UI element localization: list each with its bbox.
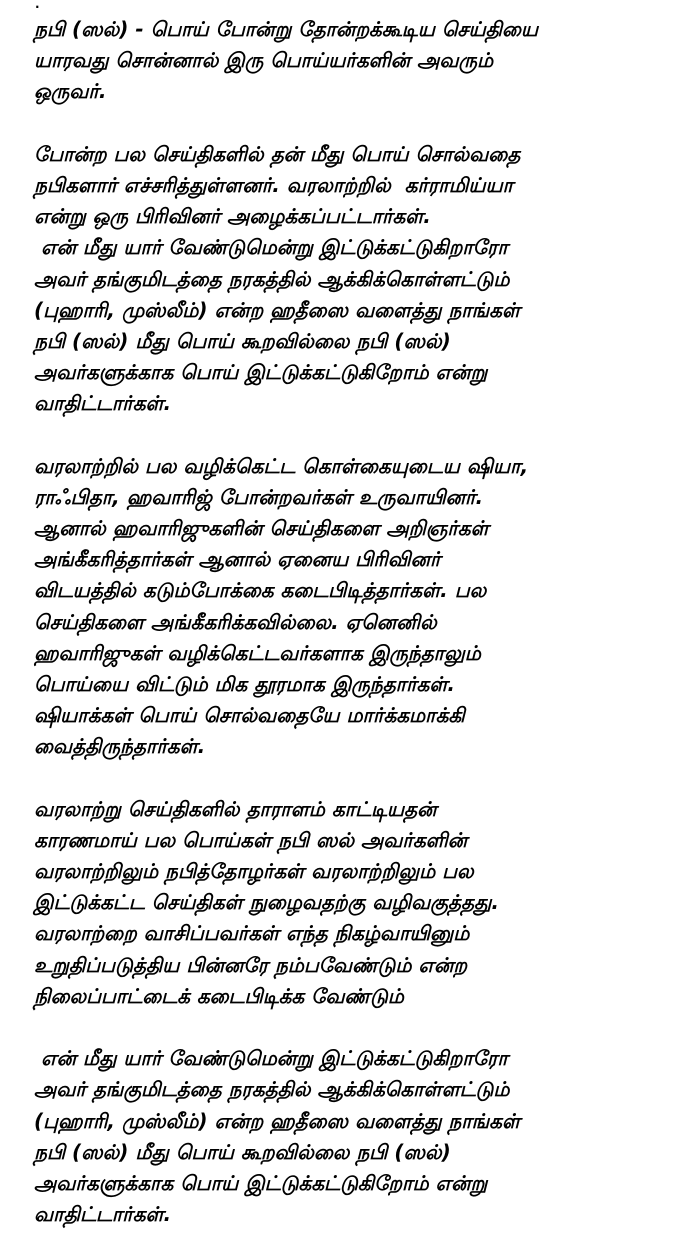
paragraph-gap <box>34 763 684 794</box>
text-line: அவர்களுக்காக பொய் இட்டுக்கட்டுகிறோம் என்று <box>34 1170 488 1195</box>
text-line: ஆனால் ஹவாரிஜுகளின் செய்திகளை அறிஞர்கள் <box>34 516 489 540</box>
top-mark: . <box>35 0 40 11</box>
text-line: ஷியாக்கள் பொய் சொல்வதையே மார்க்கமாக்கி <box>34 703 465 728</box>
paragraph-5 <box>34 1043 684 1230</box>
text-line: வாதிட்டார்கள். <box>34 391 172 416</box>
text-line: என் மீது யார் வேண்டுமென்று இட்டுக்கட்டுகிறாரோ <box>34 1046 508 1071</box>
text-line: போன்ற பல செய்திகளில் தன் மீது பொய் சொல்வதை <box>34 141 521 166</box>
text-line: செய்திகளை அங்கீகரிக்கவில்லை. ஏனெனில் <box>34 609 437 634</box>
text-line: வரலாற்றிலும் நபித்தோழர்கள் வரலாற்றிலும் பல <box>34 859 474 884</box>
text-line: வாதிட்டார்கள். <box>34 1202 172 1227</box>
paragraph-1 <box>34 0 684 108</box>
paragraph-gap <box>34 419 684 450</box>
text-line: (புஹாரி, முஸ்லீம்) என்ற ஹதீஸை வளைத்து நாங்கள் <box>34 297 521 322</box>
text-line: பொய்யை விட்டும் மிக தூரமாக இருந்தார்கள். <box>34 671 455 696</box>
text-line: இட்டுக்கட்ட செய்திகள் நுழைவதற்கு வழிவகுத்தது. <box>34 890 499 915</box>
text-line: அங்கீகரித்தார்கள் ஆனால் ஏனைய பிரிவினர் <box>34 547 441 572</box>
paragraph-gap <box>34 108 684 139</box>
text-line: அவர்களுக்காக பொய் இட்டுக்கட்டுகிறோம் என்று <box>34 360 488 385</box>
text-line: ராஃபிதா, ஹவாரிஜ் போன்றவர்கள் உருவாயினர். <box>34 484 484 509</box>
document-body <box>34 0 684 1230</box>
text-line: நபி (ஸல்) மீது பொய் கூறவில்லை நபி (ஸல்) <box>34 328 451 353</box>
text-line: வரலாற்றில் பல வழிக்கெட்ட கொள்கையுடைய ஷியா, <box>34 453 529 478</box>
text-line: நபி (ஸல்) - பொய் போன்று தோன்றக்கூடிய செய்தியை <box>34 17 539 41</box>
text-line: அவர் தங்குமிடத்தை நரகத்தில் ஆக்கிக்கொள்ளட்டும் <box>34 1077 510 1102</box>
text-line: (புஹாரி, முஸ்லீம்) என்ற ஹதீஸை வளைத்து நாங்கள் <box>34 1108 521 1133</box>
text-line: வரலாற்று செய்திகளில் தாராளம் காட்டியதன் <box>34 796 437 821</box>
text-line: ஒருவர். <box>34 79 107 104</box>
text-line: நபி (ஸல்) மீது பொய் கூறவில்லை நபி (ஸல்) <box>34 1139 451 1164</box>
text-line: நிலைப்பாட்டைக் கடைபிடிக்க வேண்டும் <box>34 983 404 1008</box>
text-line: விடயத்தில் கடும்போக்கை கடைபிடித்தார்கள். பல <box>34 578 487 603</box>
text-line: வைத்திருந்தார்கள். <box>34 734 206 759</box>
paragraph-2 <box>34 139 684 420</box>
text-line: அவர் தங்குமிடத்தை நரகத்தில் ஆக்கிக்கொள்ளட்டும் <box>34 266 510 291</box>
text-line: என் மீது யார் வேண்டுமென்று இட்டுக்கட்டுகிறாரோ <box>34 235 508 260</box>
text-line: வரலாற்றை வாசிப்பவர்கள் எந்த நிகழ்வாயினும் <box>34 921 470 946</box>
paragraph-3 <box>34 451 684 763</box>
text-line: காரணமாய் பல பொய்கள் நபி ஸல் அவர்களின் <box>34 827 468 852</box>
text-line: உறுதிப்படுத்திய பின்னரே நம்பவேண்டும் என்ற <box>34 952 468 977</box>
text-line: என்று ஒரு பிரிவினர் அழைக்கப்பட்டார்கள். <box>34 204 431 229</box>
paragraph-4 <box>34 794 684 1012</box>
paragraph-gap <box>34 1012 684 1043</box>
text-line: நபிகளார் எச்சரித்துள்ளனர். வரலாற்றில் கர்ராமிய்யா <box>34 172 514 197</box>
text-line: ஹவாரிஜுகள் வழிக்கெட்டவர்களாக இருந்தாலும் <box>34 640 481 665</box>
text-line: யாரவது சொன்னால் இரு பொய்யர்களின் அவரும் <box>34 48 494 73</box>
